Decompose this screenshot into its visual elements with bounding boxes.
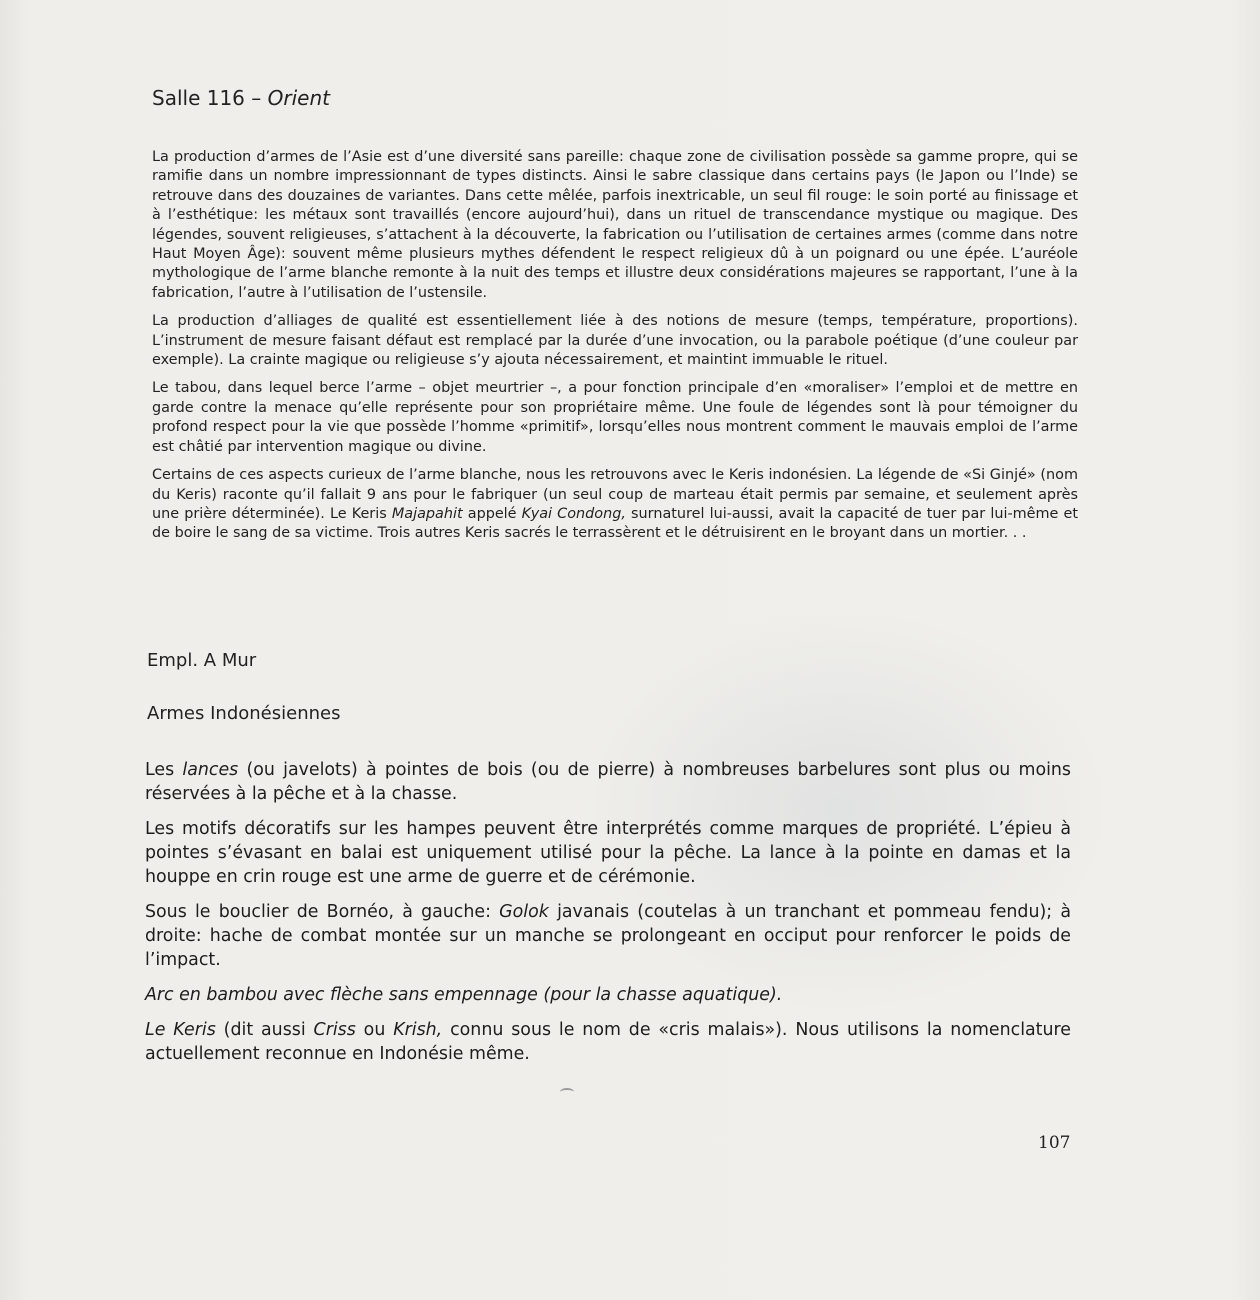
lances-part-a: Les	[145, 760, 183, 780]
intro-text	[152, 148, 1078, 553]
lances-paragraph	[145, 758, 1071, 806]
location-label: Empl. A Mur	[147, 650, 257, 671]
lances-part-b: (ou javelots) à pointes de bois (ou de pierre) à nombreuses barbelures sont plus ou moins réservées à la pêche et à la chasse.	[145, 760, 1071, 804]
golok-paragraph	[145, 900, 1071, 972]
intro-paragraph-4-part-a: Certains de ces aspects curieux de l’arme blanche, nous les retrouvons avec le Keris indonésien. La légende de «Si Ginjé» (nom du Keris) raconte qu’il fallait 9 ans pour le fabriquer (un seul coup de marteau était permis par semaine, et seulement après une prière déterminée). Le Keris	[152, 467, 1078, 522]
intro-paragraph-1: La production d’armes de l’Asie est d’une diversité sans pareille: chaque zone de civilisation possède sa gamme propre, qui se ramifie dans un nombre impressionnant de types distincts. Ainsi le sabre classique dans certains pays (le Japon ou l’Inde) se retrouve dans des douzaines de variantes. Dans cette mêlée, parfois inextricable, un seul fil rouge: le soin porté au finissage et à l’esthétique: les métaux sont travaillés (encore aujourd’hui), dans un rituel de transcendance mystique ou magique. Des légendes, souvent religieuses, s’attachent à la découverte, la fabrication ou l’utilisation de certaines armes (comme dans notre Haut Moyen Âge): souvent même plusieurs mythes défendent le respect religieux dû à un poignard ou une épée. L’auréole mythologique de l’arme blanche remonte à la nuit des temps et illustre deux considérations majeures se rapportant, l’une à la fabrication, l’autre à l’utilisation de l’ustensile.	[152, 149, 1078, 301]
criss-term: Criss	[313, 1020, 356, 1040]
intro-paragraph-4	[152, 466, 1078, 544]
intro-paragraph-4-part-c: surnaturel lui-aussi, avait la capacité de tuer par lui-même et de boire le sang de sa victime. Trois autres Keris sacrés le terrassèrent et le détruisirent en le broyant dans un mortier. . .	[152, 505, 1079, 542]
keris-part-c: connu sous le nom de «cris malais»). Nous utilisons la nomenclature actuellement reconnue en Indonésie même.	[145, 1020, 1071, 1064]
page-number: 107	[1038, 1133, 1071, 1153]
section-subheading: Armes Indonésiennes	[147, 703, 341, 724]
intro-paragraph-3: Le tabou, dans lequel berce l’arme – objet meurtrier –, a pour fonction principale d’en «moraliser» l’emploi et de mettre en garde contre la menace qu’elle représente pour son propriétaire même. Une foule de légendes sont là pour témoigner du profond respect pour la vie que possède l’homme «primitif», lorsqu’elles nous montrent comment le mauvais emploi de l’arme est châtié par intervention magique ou divine.	[152, 380, 1078, 455]
lances-term: lances	[182, 760, 239, 780]
region-label: Orient	[267, 86, 330, 110]
room-label: Salle 116 –	[152, 86, 262, 110]
motifs-paragraph: Les motifs décoratifs sur les hampes peuvent être interprétés comme marques de propriété. L’épieu à pointes s’évasant en balai est uniquement utilisé pour la pêche. La lance à la pointe en damas et la houppe en crin rouge est une arme de guerre et de cérémonie.	[145, 819, 1071, 887]
weapons-description	[145, 758, 1071, 1077]
golok-part-a: Sous le bouclier de Bornéo, à gauche:	[145, 902, 500, 922]
golok-term: Golok	[499, 902, 549, 922]
intro-paragraph-2: La production d’alliages de qualité est essentiellement liée à des notions de mesure (temps, température, proportions). L’instrument de mesure faisant défaut est remplacé par la durée d’une invocation, ou la parabole poétique (d’une couleur par exemple). La crainte magique ou religieuse s’y ajouta nécessairement, et maintint immuable le rituel.	[152, 313, 1078, 369]
golok-part-b: javanais (coutelas à un tranchant et pommeau fendu); à droite: hache de combat montée sur un manche se prolongeant en occiput pour renforcer le poids de l’impact.	[145, 902, 1071, 970]
krish-term: Krish,	[393, 1020, 443, 1040]
intro-paragraph-4-part-b: appelé	[462, 505, 522, 522]
print-mark	[560, 1088, 574, 1096]
keris-part-b: ou	[355, 1020, 394, 1040]
arc-text: Arc en bambou avec flèche sans empennage (pour la chasse aquatique).	[145, 985, 783, 1005]
keris-paragraph	[145, 1018, 1071, 1066]
keris-part-a: (dit aussi	[215, 1020, 314, 1040]
arc-paragraph	[145, 983, 1071, 1007]
keris-majapahit-term: Majapahit	[391, 505, 463, 522]
room-header	[152, 85, 330, 111]
le-keris-term: Le Keris	[145, 1020, 216, 1040]
kyai-condong-term: Kyai Condong,	[521, 505, 626, 522]
